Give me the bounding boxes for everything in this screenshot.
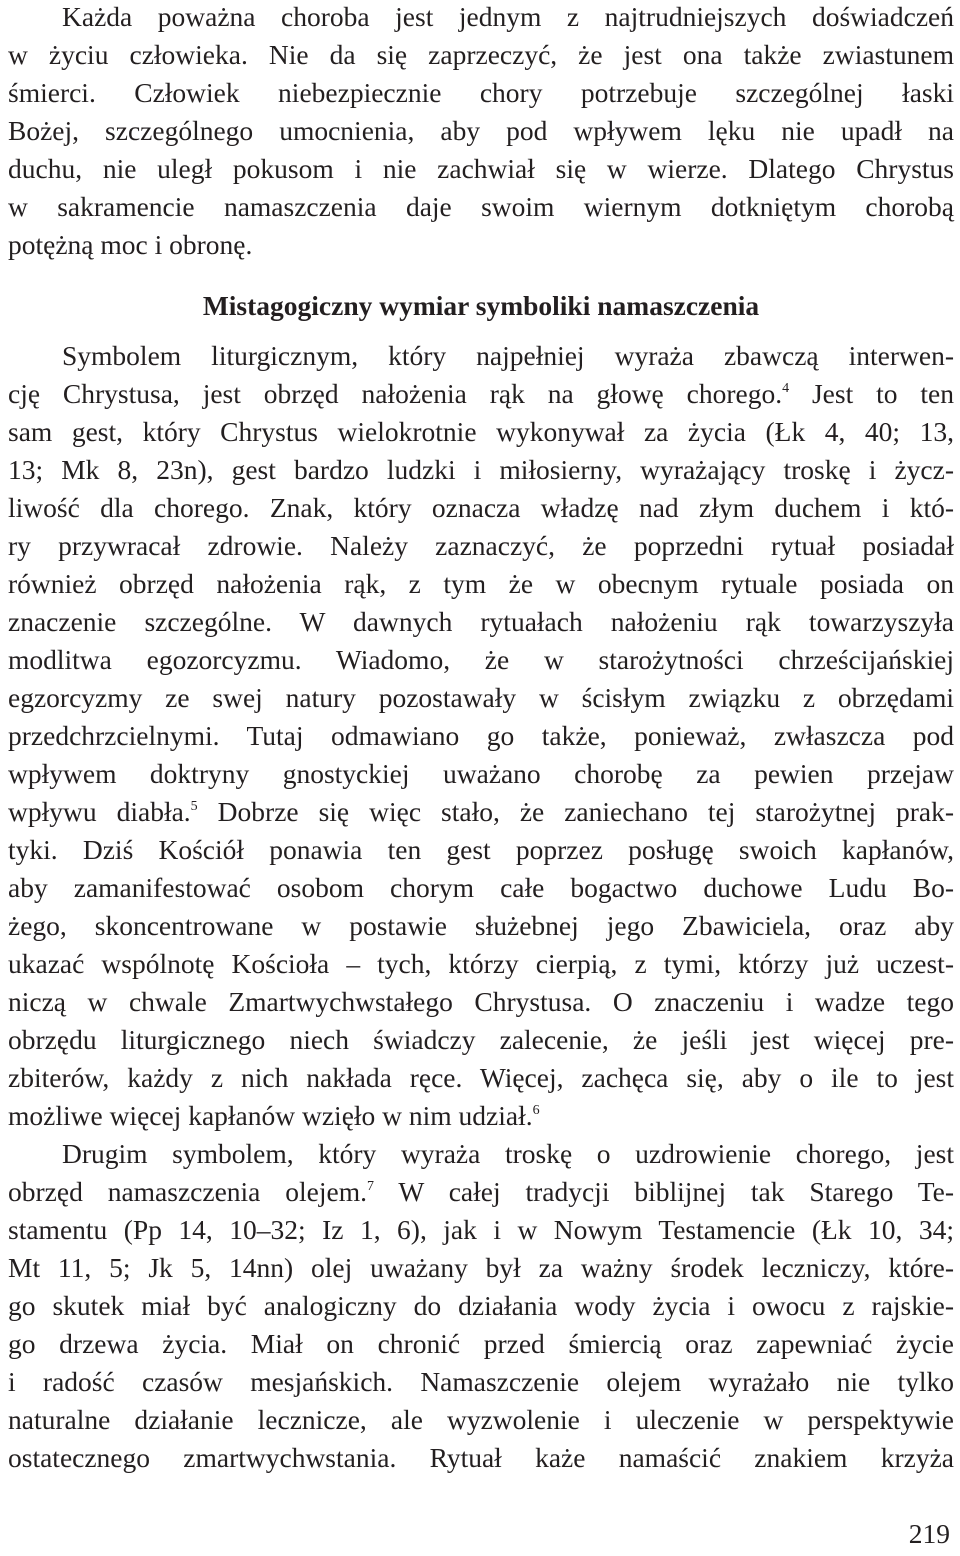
text-segment: Jest to ten [811, 378, 954, 409]
page-number: 219 [908, 1518, 950, 1549]
text-line: duchu, nie uległ pokusom i nie zachwiał się w wierze. Dlatego Chrystus [8, 153, 954, 184]
text-segment: wpływu diabła. [8, 796, 191, 827]
text-line: go drzewa życia. Miał on chronić przed śmiercią oraz zapewniać życie [8, 1328, 954, 1359]
footnote-ref: 4 [782, 381, 790, 396]
text-line: 13; Mk 8, 23n), gest bardzo ludzki i miłosierny, wyrażający troskę i życz- [8, 454, 954, 485]
text-line: w życiu człowieka. Nie da się zaprzeczyć, że jest ona także zwiastunem [8, 39, 954, 70]
text-line: ry przywracał zdrowie. Należy zaznaczyć, że poprzedni rytuał posiadał [8, 530, 954, 561]
footnote-ref: 5 [190, 799, 198, 814]
text-line: potężną moc i obronę. [8, 229, 253, 260]
text-line: ukazać wspólnotę Kościoła – tych, którzy cierpią, z tymi, którzy już uczest- [8, 948, 954, 979]
text-line: obrzędu liturgicznego niech świadczy zalecenie, że jeśli jest więcej pre- [8, 1024, 954, 1055]
text-line: Symbolem liturgicznym, który najpełniej wyraża zbawczą interwen- [62, 340, 954, 371]
text-line: naturalne działanie lecznicze, ale wyzwolenie i uleczenie w perspektywie [8, 1404, 954, 1435]
text-line [8, 1173, 954, 1211]
text-line: Każda poważna choroba jest jednym z najtrudniejszych doświadczeń [62, 1, 954, 32]
footnote-ref: 7 [366, 1179, 374, 1194]
text-line: również obrzęd nałożenia rąk, z tym że w obecnym rytuale posiada on [8, 568, 954, 599]
text-line: modlitwa egozorcyzmu. Wiadomo, że w starożytności chrześcijańskiej [8, 644, 954, 675]
text-line: śmierci. Człowiek niebezpiecznie chory potrzebuje szczególnej łaski [8, 77, 954, 108]
text-line: tyki. Dziś Kościół ponawia ten gest poprzez posługę swoich kapłanów, [8, 834, 954, 865]
text-line: ostatecznego zmartwychwstania. Rytuał każe namaścić znakiem krzyża [8, 1442, 954, 1473]
text-line: egzorcyzmy ze swej natury pozostawały w ścisłym związku z obrzędami [8, 682, 954, 713]
text-line: Mt 11, 5; Jk 5, 14nn) olej uważany był za ważny środek leczniczy, które- [8, 1252, 954, 1283]
text-line [8, 793, 954, 831]
section-heading: Mistagogiczny wymiar symboliki namaszczenia [202, 290, 760, 321]
text-line: znaczenie szczególne. W dawnych rytuałach nałożeniu rąk towarzyszyła [8, 606, 954, 637]
text-segment: obrzęd namaszczenia olejem. [8, 1176, 367, 1207]
text-line: żego, skoncentrowane w postawie służebnej jego Zbawiciela, oraz aby [8, 910, 954, 941]
text-segment: W całej tradycji biblijnej tak Starego Te- [398, 1176, 954, 1207]
text-line: zbiterów, każdy z nich nakłada ręce. Więcej, zachęca się, aby o ile to jest [8, 1062, 954, 1093]
text-line: sam gest, który Chrystus wielokrotnie wykonywał za życia (Łk 4, 40; 13, [8, 416, 954, 447]
text-line: przedchrzcielnymi. Tutaj odmawiano go także, ponieważ, zwłaszcza pod [8, 720, 954, 751]
text-line [8, 375, 954, 413]
footnote-ref: 6 [532, 1103, 540, 1118]
text-line: go skutek miał być analogiczny do działania wody życia i owocu z rajskie- [8, 1290, 954, 1321]
text-line: w sakramencie namaszczenia daje swoim wiernym dotkniętym chorobą [8, 191, 954, 222]
text-line: stamentu (Pp 14, 10–32; Iz 1, 6), jak i w Nowym Testamencie (Łk 10, 34; [8, 1214, 954, 1245]
text-segment: Dobrze się więc stało, że zaniechano tej starożytnej prak- [217, 796, 954, 827]
text-line: Drugim symbolem, który wyraża troskę o uzdrowienie chorego, jest [62, 1138, 954, 1169]
text-line: niczą w chwale Zmartwychwstałego Chrystusa. O znaczeniu i wadze tego [8, 986, 954, 1017]
text-segment: cję Chrystusa, jest obrzęd nałożenia rąk na głowę chorego. [8, 378, 783, 409]
text-line: i radość czasów mesjańskich. Namaszczenie olejem wyrażało nie tylko [8, 1366, 954, 1397]
text-line: aby zamanifestować osobom chorym całe bogactwo duchowe Ludu Bo- [8, 872, 954, 903]
text-line: liwość dla chorego. Znak, który oznacza władzę nad złym duchem i któ- [8, 492, 954, 523]
text-segment: możliwe więcej kapłanów wzięło w nim udział. [8, 1100, 533, 1131]
text-line: wpływem doktryny gnostyckiej uważano chorobę za pewien przejaw [8, 758, 954, 789]
text-line [8, 1097, 954, 1135]
text-line: Bożej, szczególnego umocnienia, aby pod wpływem lęku nie upadł na [8, 115, 954, 146]
